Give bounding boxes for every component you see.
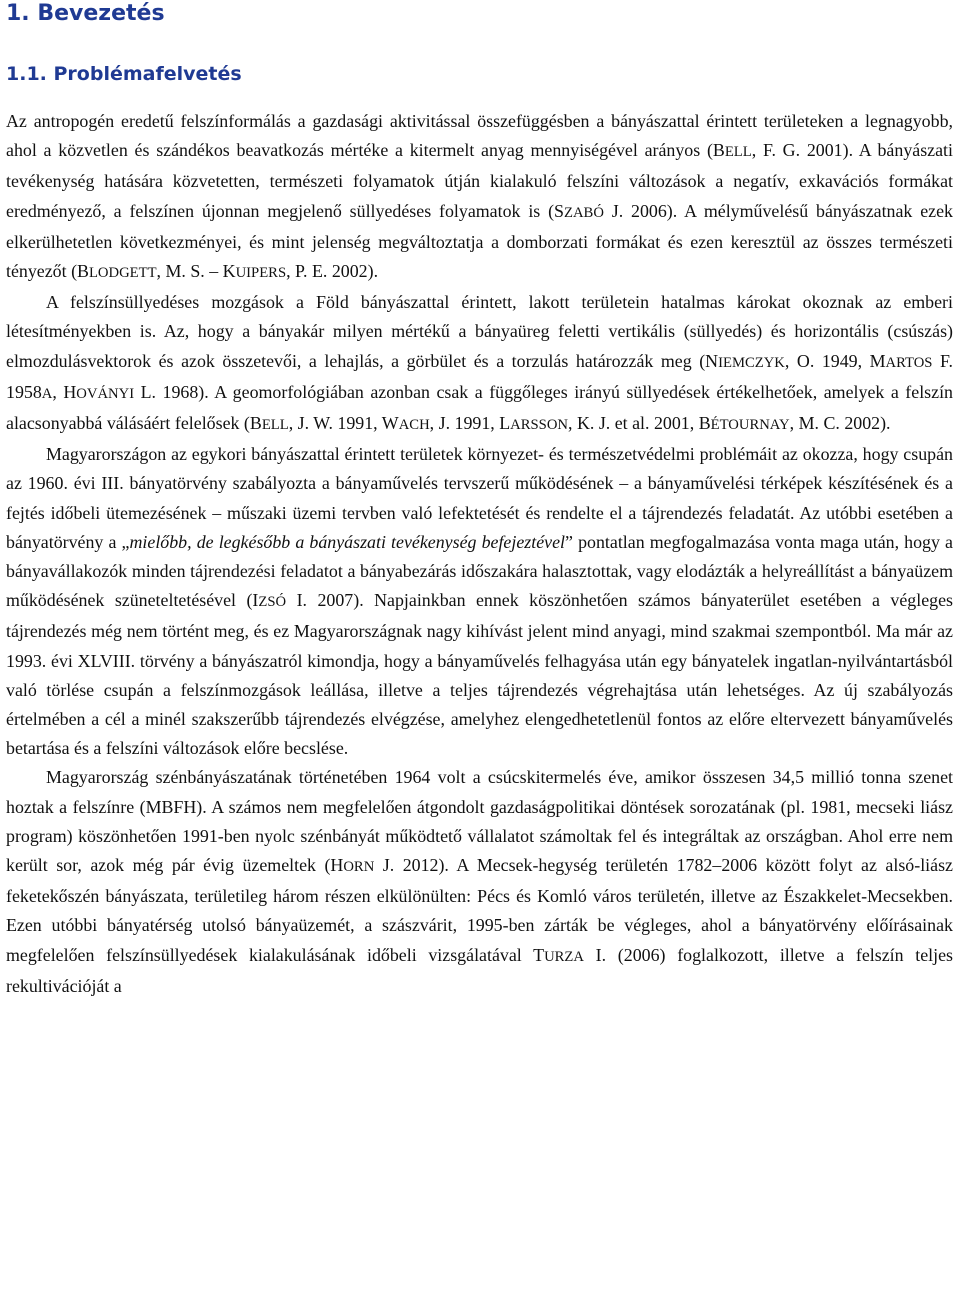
italic-quote: mielőbb, de legkésőbb a bányászati tevékenység befejeztével [129, 531, 566, 552]
text-run: , K. J. et al. 2001, B [568, 413, 711, 434]
text-run: , J. W. 1991, W [288, 413, 399, 434]
text-run: I. 2007). Napjainkban ennek köszönhetően számos bányaterület esetében a végleges tájrendezés még nem történt meg, és ez Magyarországnak nagy kihívást jelent mind anyagi, mind szakmai szempontból. Ma már az 1993. évi XLVIII. törvény a bányászatról kimondja, hogy a bányaművelés felhagyása után egy bányatelek ingatlan-nyilvántartásból való törlése csupán a felszínmozgások leállása, illetve a teljes tájrendezés végrehajtása után lehetséges. Az új szabályozás értelmében a cél a minél szakszerűbb tájrendezés elvégzése, amelyhez elengedhetetlenül fontos az előre eltervezett bányaművelés betartása és a felszíni változások előre becslése. [6, 590, 953, 759]
text-run: , F. G. 2001). A bányászati tevékenység hatására közvetetten, természeti folyamatok útján kialakuló felszíni változások a negatív, exkavációs formákat eredményező, a felszínen újonnan megjelenő süllyedéses folyamatok is (S [6, 140, 953, 221]
text-run: A felszínsüllyedéses mozgások a Föld bányászattal érintett, lakott területein hatalmas károkat okoznak az emberi létesítményekben is. Az, hogy a bányakár milyen mértékű a bányaüreg feletti vertikális (süllyedés) és horizontális (csúszás) elmozdulásvektorok és azok összetevői, a lehajlás, a görbület és a torzulás határozzák meg (N [6, 292, 953, 371]
paragraph-1 [6, 107, 953, 288]
text-run: L. 1968). A geomorfológiában azonban csak a függőleges irányú süllyedések értékelhetőek, amelyek a felszín alacsonyabbá válásáért felelősek (B [6, 381, 953, 434]
chapter-heading: 1. Bevezetés [6, 1, 165, 26]
text-run: Magyarországon az egykori bányászattal érintett területek környezet- és természetvédelmi problémáit az okozza, hogy csupán az 1960. évi III. bányatörvény szabályozta a bányaművelés tervszerű működésének – a bányaművelési térképek készítésének és a fejtés időbeli ütemezésének – műszaki üzemi tervben való lefektetését és rendelte el a tájrendezés feladatát. Az utóbbi esetében a bányatörvény a „ [6, 444, 953, 552]
author-smallcaps: UIPERS [235, 265, 287, 282]
author-smallcaps: ELL [261, 417, 289, 434]
paragraph-3 [6, 440, 953, 763]
text-run: , H [52, 381, 77, 402]
text-run: , O. 1949, M [784, 350, 886, 371]
text-run: , M. S. – K [156, 261, 236, 282]
author-smallcaps: ARTOS [885, 354, 933, 371]
text-run: J. 2012). A Mecsek-hegység területén 1782–2006 között folyt az alsó-liász feketekőszén bányászata, területileg három részen elkülönülten: Pécs és Komló város területén, illetve az Északkelet-Mecsekben. Ezen utóbbi bányatérség utolsó bányaüzemét, a szászvárit, 1995-ben zárták be végleges, ahol a bányatörvény előírásainak megfelelően felszínsüllyedések kialakulásának időbeli vizsgálatával T [6, 855, 953, 965]
text-run: Az antropogén eredetű felszínformálás a gazdasági aktivitással összefüggésben a bányászattal érintett területeken a legnagyobb, ahol a közvetlen és szándékos beavatkozás mértéke a kitermelt anyag mennyiségével arányos (B [6, 111, 953, 161]
body-text [6, 107, 953, 1001]
author-smallcaps: LODGETT [88, 265, 157, 282]
author-smallcaps: A [41, 385, 53, 402]
author-smallcaps: ZABÓ [564, 204, 604, 221]
text-run: , P. E. 2002). [286, 261, 379, 282]
author-smallcaps: ORN [343, 859, 375, 876]
author-smallcaps: ACH [398, 417, 430, 434]
paragraph-2 [6, 288, 953, 440]
paragraph-4 [6, 763, 953, 1001]
text-run: , J. 1991, L [429, 413, 511, 434]
author-smallcaps: OVÁNYI [76, 385, 135, 402]
author-smallcaps: ZSÓ [258, 594, 287, 611]
author-smallcaps: URZA [544, 948, 584, 965]
author-smallcaps: ARSSON [510, 417, 569, 434]
text-run: F. 1958 [6, 350, 953, 402]
author-smallcaps: ÉTOURNAY [710, 417, 790, 434]
text-run: ” pontatlan megfogalmazása vonta maga után, hogy a bányavállakozók minden tájrendezési feladatot a bányabezárás időszakára halasztottak, vagy elodázták a helyreállítást a bányaüzem működésének szüneteltetésével (I [6, 531, 953, 611]
text-run: J. 2006). A mélyművelésű bányászatnak ezek elkerülhetetlen következményei, és mint jelenség megváltoztatja a domborzati formákat és ezen keresztül az összes természeti tényezőt (B [6, 200, 953, 282]
text-run: , M. C. 2002). [789, 413, 891, 434]
text-run: Magyarország szénbányászatának történetében 1964 volt a csúcskitermelés éve, amikor összesen 34,5 millió tonna szenet hoztak a felszínre (MBFH). A számos nem megfelelően átgondolt gazdaságpolitikai döntések sorozatának (pl. 1981, mecseki liász program) köszönhetően 1991-ben nyolc szénbányát működtető vállalatot számoltak fel és integráltak az országban. Ahol erre nem került sor, azok még pár évig üzemeltek (H [6, 767, 953, 876]
text-run: I. (2006) foglalkozott, illetve a felszín teljes rekultivációját a [6, 944, 954, 996]
author-smallcaps: IEMCZYK [718, 354, 785, 371]
author-smallcaps: ELL [724, 144, 752, 161]
section-heading: 1.1. Problémafelvetés [6, 63, 242, 85]
